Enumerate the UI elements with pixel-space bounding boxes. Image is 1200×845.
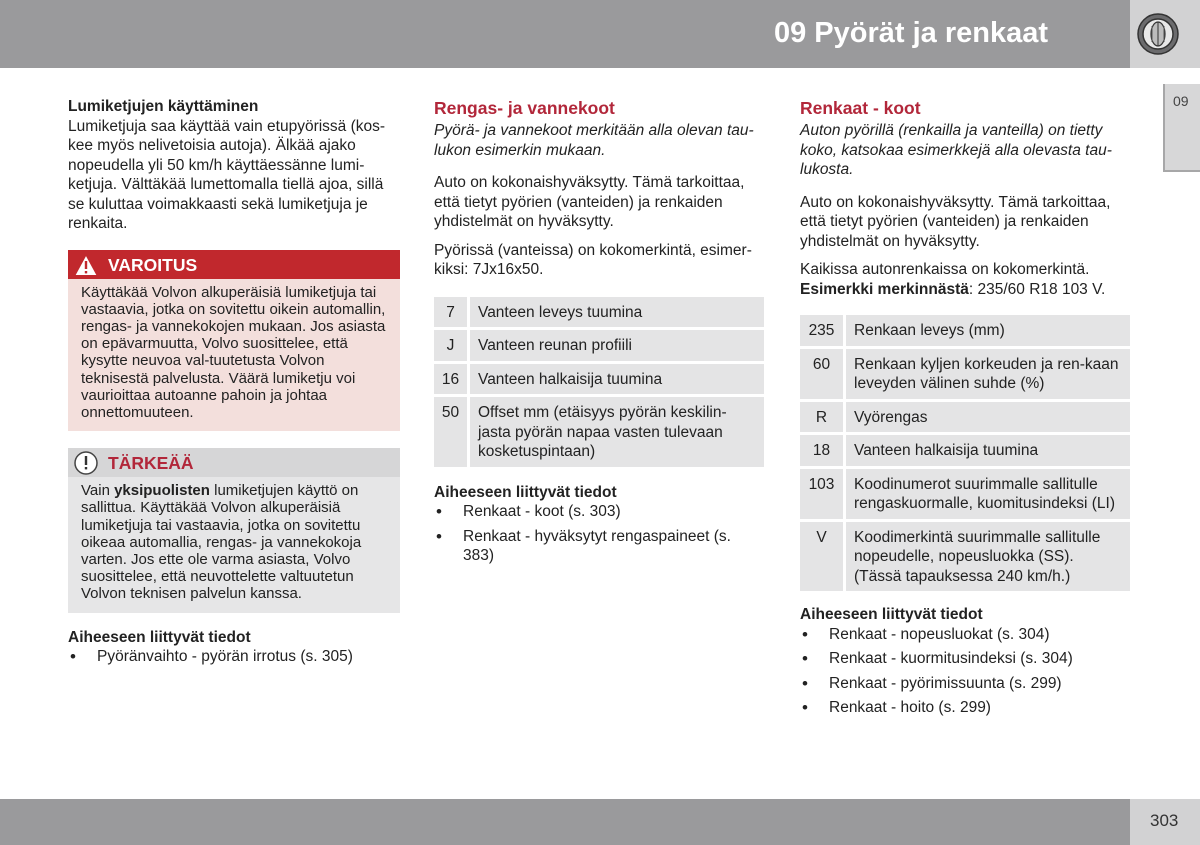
- warning-triangle-icon: [72, 252, 100, 278]
- related-heading: Aiheeseen liittyvät tiedot: [68, 628, 251, 646]
- warning-title: VAROITUS: [108, 254, 198, 275]
- table-key: 18: [800, 435, 846, 469]
- table-row: [800, 349, 1130, 402]
- body-text: Lumiketjuja saa käyttää vain etupyörissä (kos-kee myös nelivetoisia autoja). Älkää ajako nopeudella yli 50 km/h käyttäessänne lumi-ketjuja. Välttäkää lumettomalla tiellä ajoa, sillä se kuluttaa voimakkaasti sekä lumiketjuja je renkaita.: [68, 117, 386, 232]
- body-text-line: Kaikissa autonrenkaissa on kokomerkintä.: [800, 261, 1090, 278]
- related-link[interactable]: • Renkaat - hoito (s. 299): [800, 698, 1132, 718]
- example-value: : 235/60 R18 103 V.: [968, 280, 1106, 298]
- table-key: 16: [434, 364, 470, 398]
- warning-header: [68, 250, 400, 279]
- table-row: [434, 364, 764, 398]
- table-desc: Vyörengas: [846, 402, 1130, 436]
- table-row: [800, 435, 1130, 469]
- important-text-bold: yksipuolisten: [114, 482, 210, 500]
- intro-text: Pyörä- ja vannekoot merkitään alla olevan tau-lukon esimerkin mukaan.: [434, 122, 754, 159]
- table-key: 235: [800, 315, 846, 349]
- chapter-title: 09 Pyörät ja renkaat: [773, 17, 1048, 49]
- body-text: [800, 260, 1132, 299]
- table-row: [800, 522, 1130, 595]
- column-rim-sizes: [434, 97, 766, 571]
- table-key: V: [800, 522, 846, 595]
- chapter-header-bar: [0, 0, 1130, 68]
- related-link[interactable]: • Pyöränvaihto - pyörän irrotus (s. 305): [68, 647, 400, 667]
- table-desc: Vanteen halkaisija tuumina: [470, 364, 764, 398]
- important-title: TÄRKEÄÄ: [108, 453, 194, 474]
- column-snow-chains: [68, 97, 400, 672]
- related-link[interactable]: • Renkaat - pyörimissuunta (s. 299): [800, 674, 1132, 694]
- table-desc: Offset mm (etäisyys pyörän keskilin-jasta pyörän napaa vasten tulevaan kosketuspintaan): [470, 397, 764, 470]
- section-heading: Rengas- ja vannekoot: [434, 98, 615, 118]
- table-desc: Renkaan leveys (mm): [846, 315, 1130, 349]
- table-key: 103: [800, 469, 846, 522]
- important-header: [68, 448, 400, 477]
- important-text: [68, 477, 400, 612]
- table-row: [800, 315, 1130, 349]
- important-box: [68, 448, 400, 612]
- related-list: [434, 502, 766, 566]
- column-tyre-sizes: [800, 97, 1132, 723]
- exclamation-circle-icon: [72, 450, 100, 476]
- intro-text: Auton pyörillä (renkailla ja vanteilla) on tietty koko, katsokaa esimerkkejä alla olevasta tau-lukosta.: [800, 122, 1112, 178]
- table-desc: Vanteen halkaisija tuumina: [846, 435, 1130, 469]
- related-heading: Aiheeseen liittyvät tiedot: [434, 483, 617, 501]
- warning-text: Käyttäkää Volvon alkuperäisiä lumiketjuja tai vastaavia, jotka on sovitettu oikein automallin, rengas- ja vannekokojen mukaan. Jos asiasta on epävarmuutta, Volvo suosittelee, että kysytte neuvoa val-tuutetusta Volvon teknisestä palvelusta. Väärä lumiketju voi vaurioittaa autoanne pahoin ja johtaa onnettomuuteen.: [68, 279, 400, 432]
- rim-size-table: [434, 297, 764, 470]
- related-link[interactable]: • Renkaat - nopeusluokat (s. 304): [800, 625, 1132, 645]
- related-link[interactable]: • Renkaat - koot (s. 303): [434, 502, 766, 522]
- table-desc: Vanteen reunan profiili: [470, 330, 764, 364]
- chapter-tab-label: 09: [1173, 93, 1189, 109]
- table-row: [434, 397, 764, 470]
- table-key: R: [800, 402, 846, 436]
- important-text-end: lumiketjujen käyttö on sallittua. Käyttäkää Volvon alkuperäisiä lumiketjuja tai vastaavia, jotka on sovitettu oikeaa automallia, rengas- ja vannekokoja varten. Jos ette ole varma asiasta, Volvo suosittelee, että neuvottelette valtuutetun Volvon teknisen palvelun kanssa.: [81, 482, 362, 603]
- section-heading: Renkaat - koot: [800, 98, 921, 118]
- example-label: Esimerkki merkinnästä: [800, 280, 969, 298]
- table-row: [800, 402, 1130, 436]
- page-number: 303: [1150, 811, 1179, 830]
- related-heading: Aiheeseen liittyvät tiedot: [800, 606, 983, 623]
- footer-bar: [0, 799, 1130, 845]
- body-text: Auto on kokonaishyväksytty. Tämä tarkoittaa, että tietyt pyörien (vanteiden) ja renkaiden yhdistelmät on hyväksytty.: [800, 193, 1111, 250]
- chapter-tab: [1163, 84, 1200, 172]
- section-heading: Lumiketjujen käyttäminen: [68, 98, 259, 115]
- related-link[interactable]: • Renkaat - kuormitusindeksi (s. 304): [800, 649, 1132, 669]
- table-desc: Vanteen leveys tuumina: [470, 297, 764, 331]
- table-key: 50: [434, 397, 470, 470]
- warning-box: [68, 250, 400, 432]
- table-row: [434, 330, 764, 364]
- body-text: Pyörissä (vanteissa) on kokomerkintä, esimer-kiksi: 7Jx16x50.: [434, 241, 752, 278]
- body-text: Auto on kokonaishyväksytty. Tämä tarkoittaa, että tietyt pyörien (vanteiden) ja renkaiden yhdistelmät on hyväksytty.: [434, 174, 745, 230]
- table-row: [800, 469, 1130, 522]
- table-key: 7: [434, 297, 470, 331]
- table-desc: Koodimerkintä suurimmalle sallitulle nopeudelle, nopeusluokka (SS). (Tässä tapauksessa 240 km/h.): [846, 522, 1130, 595]
- table-desc: Renkaan kyljen korkeuden ja ren-kaan leveyden välinen suhde (%): [846, 349, 1130, 402]
- important-text-start: Vain: [81, 482, 115, 500]
- table-key: 60: [800, 349, 846, 402]
- table-desc: Koodinumerot suurimmalle sallitulle rengaskuormalle, kuomitusindeksi (LI): [846, 469, 1130, 522]
- tire-icon: [1136, 12, 1180, 56]
- table-key: J: [434, 330, 470, 364]
- related-link[interactable]: • Renkaat - hyväksytyt rengaspaineet (s. 383): [434, 527, 766, 566]
- related-list: [800, 625, 1132, 718]
- table-row: [434, 297, 764, 331]
- tyre-size-table: [800, 315, 1130, 594]
- related-list: [68, 647, 400, 667]
